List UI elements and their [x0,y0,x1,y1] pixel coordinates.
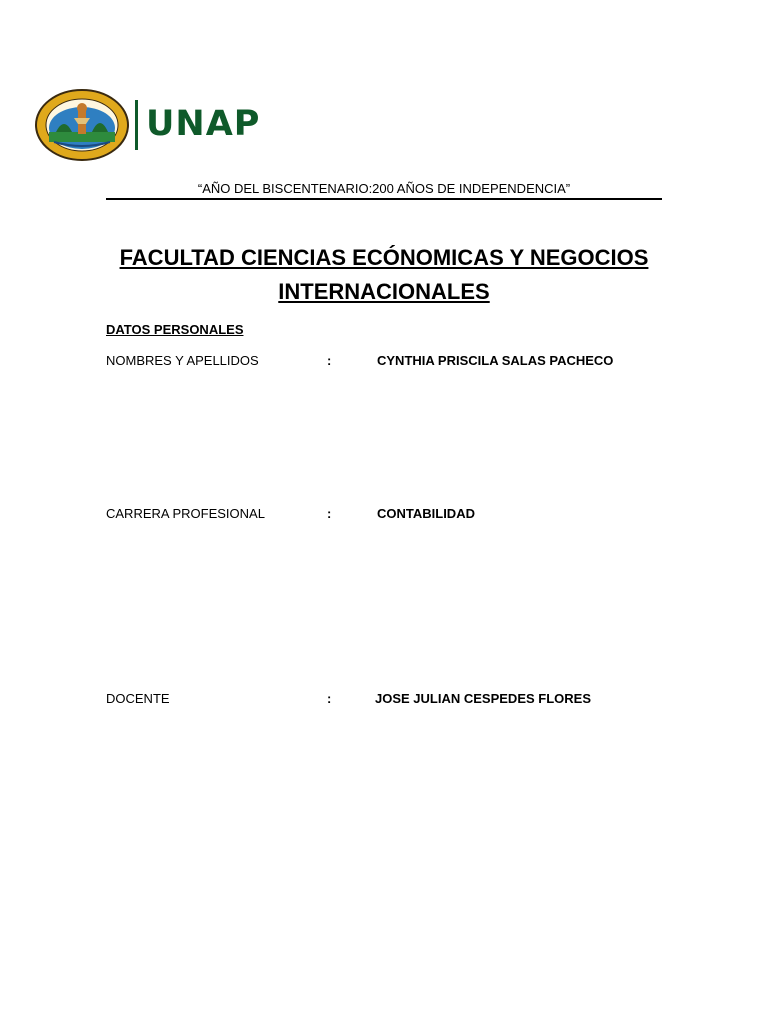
faculty-title [106,241,662,309]
field-value: CONTABILIDAD [377,506,475,521]
header-rule [106,198,662,200]
field-separator: : [327,691,332,706]
faculty-title-line-2: INTERNACIONALES [278,279,490,304]
field-separator: : [327,353,332,368]
field-label: DOCENTE [106,691,170,706]
logo-divider [135,100,138,150]
year-motto: “AÑO DEL BISCENTENARIO:200 AÑOS DE INDEPENDENCIA” [197,181,571,196]
field-separator: : [327,506,332,521]
field-value: JOSE JULIAN CESPEDES FLORES [375,691,591,706]
field-row-career [106,505,666,523]
university-seal-icon [34,88,132,162]
faculty-title-line-1: FACULTAD CIENCIAS ECÓNOMICAS Y NEGOCIOS [119,245,649,270]
university-logo [34,88,324,164]
field-value: CYNTHIA PRISCILA SALAS PACHECO [377,353,614,368]
section-heading: DATOS PERSONALES [106,322,244,337]
field-label: NOMBRES Y APELLIDOS [106,353,259,368]
field-row-teacher [106,690,666,708]
field-label: CARRERA PROFESIONAL [106,506,265,521]
field-row-names [106,352,666,370]
logo-text: UNAP [146,104,261,144]
